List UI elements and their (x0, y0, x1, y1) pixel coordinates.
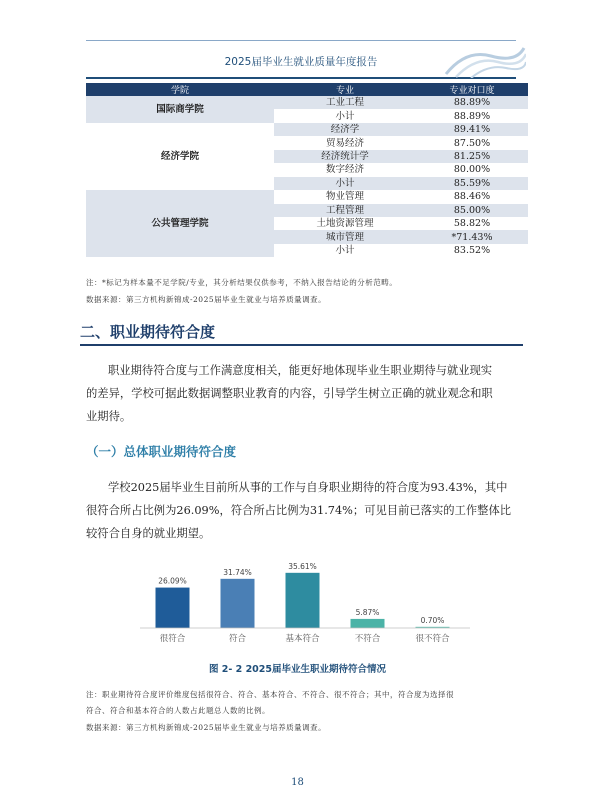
major-cell: 工程管理 (274, 204, 416, 217)
header-title: 2025届毕业生就业质量年度报告 (224, 56, 378, 68)
rate-cell: 85.00% (416, 204, 528, 217)
college-cell: 经济学院 (86, 123, 274, 190)
table-header-row (86, 83, 528, 96)
column-header-rate: 专业对口度 (416, 83, 528, 96)
rate-cell: 85.59% (416, 177, 528, 190)
major-cell: 城市管理 (274, 230, 416, 243)
data-label: 0.70% (420, 615, 445, 625)
column-header-major: 专业 (274, 83, 416, 96)
category-label: 很不符合 (415, 634, 450, 644)
body-line-1: 学校2025届毕业生目前所从事的工作与自身职业期待的符合度为93.43%，其中 (108, 481, 508, 494)
data-label: 5.87% (355, 607, 380, 617)
rate-cell: 87.50% (416, 136, 528, 149)
major-cell: 小计 (274, 177, 416, 190)
chart-note-line-1: 注：职业期待符合度评价维度包括很符合、符合、基本符合、不符合、很不符合；其中，符合度为选择很 (86, 690, 454, 699)
major-cell: 经济统计学 (274, 150, 416, 163)
major-match-table (86, 83, 528, 257)
bar-4 (351, 619, 385, 628)
expectation-match-chart (140, 550, 470, 650)
table-source: 数据来源：第三方机构新锦成-2025届毕业生就业与培养质量调查。 (86, 295, 327, 304)
section-rule (80, 344, 523, 346)
rate-cell: 83.52% (416, 244, 528, 257)
rate-cell: 80.00% (416, 163, 528, 176)
major-cell: 小计 (274, 109, 416, 122)
table-note: 注：*标记为样本量不足学院/专业，其分析结果仅供参考，不纳入报告结论的分析范畴。 (86, 278, 398, 287)
section-title: 二、职业期待符合度 (80, 323, 216, 341)
category-label: 基本符合 (285, 634, 320, 644)
header-decoration (436, 44, 526, 78)
category-label: 很符合 (159, 634, 186, 644)
major-cell: 物业管理 (274, 190, 416, 203)
data-label: 31.74% (223, 567, 252, 577)
page-number: 18 (291, 777, 304, 788)
rate-cell: 88.89% (416, 109, 528, 122)
intro-line-3: 业期待。 (86, 410, 132, 423)
rate-cell: 58.82% (416, 217, 528, 230)
rate-cell: 89.41% (416, 123, 528, 136)
intro-line-1: 职业期待符合度与工作满意度相关，能更好地体现毕业生职业期待与就业现实 (108, 364, 493, 377)
major-cell: 数字经济 (274, 163, 416, 176)
major-cell: 贸易经济 (274, 136, 416, 149)
body-line-3: 较符合自身的就业期望。 (86, 527, 211, 540)
table-row (86, 190, 528, 203)
major-cell: 经济学 (274, 123, 416, 136)
rate-cell: 88.89% (416, 96, 528, 109)
college-cell: 公共管理学院 (86, 190, 274, 257)
header-top-rule (86, 40, 516, 41)
page-header (86, 40, 516, 80)
bar-3 (286, 573, 320, 628)
chart-source: 数据来源：第三方机构新锦成-2025届毕业生就业与培养质量调查。 (86, 723, 327, 732)
major-cell: 土地资源管理 (274, 217, 416, 230)
rate-cell: 81.25% (416, 150, 528, 163)
subsection-title: （一）总体职业期待符合度 (86, 444, 237, 459)
bar-2 (221, 579, 255, 628)
column-header-college: 学院 (86, 83, 274, 96)
table-row (86, 96, 528, 109)
chart-note-line-2: 符合、符合和基本符合的人数占此题总人数的比例。 (86, 706, 270, 715)
intro-line-2: 的差异，学校可据此数据调整职业教育的内容，引导学生树立正确的就业观念和职 (86, 387, 493, 400)
rate-cell: 88.46% (416, 190, 528, 203)
bar-1 (156, 588, 190, 628)
college-cell: 国际商学院 (86, 96, 274, 123)
body-line-2: 很符合所占比例为26.09%，符合所占比例为31.74%；可见目前已落实的工作整体比 (86, 504, 512, 517)
table-row (86, 123, 528, 136)
category-label: 符合 (228, 634, 247, 644)
data-label: 35.61% (288, 561, 317, 571)
major-cell: 小计 (274, 244, 416, 257)
data-label: 26.09% (158, 576, 187, 586)
rate-cell: *71.43% (416, 230, 528, 243)
figure-caption: 图 2- 2 2025届毕业生职业期待符合情况 (208, 664, 387, 675)
category-label: 不符合 (354, 634, 381, 644)
major-cell: 工业工程 (274, 96, 416, 109)
